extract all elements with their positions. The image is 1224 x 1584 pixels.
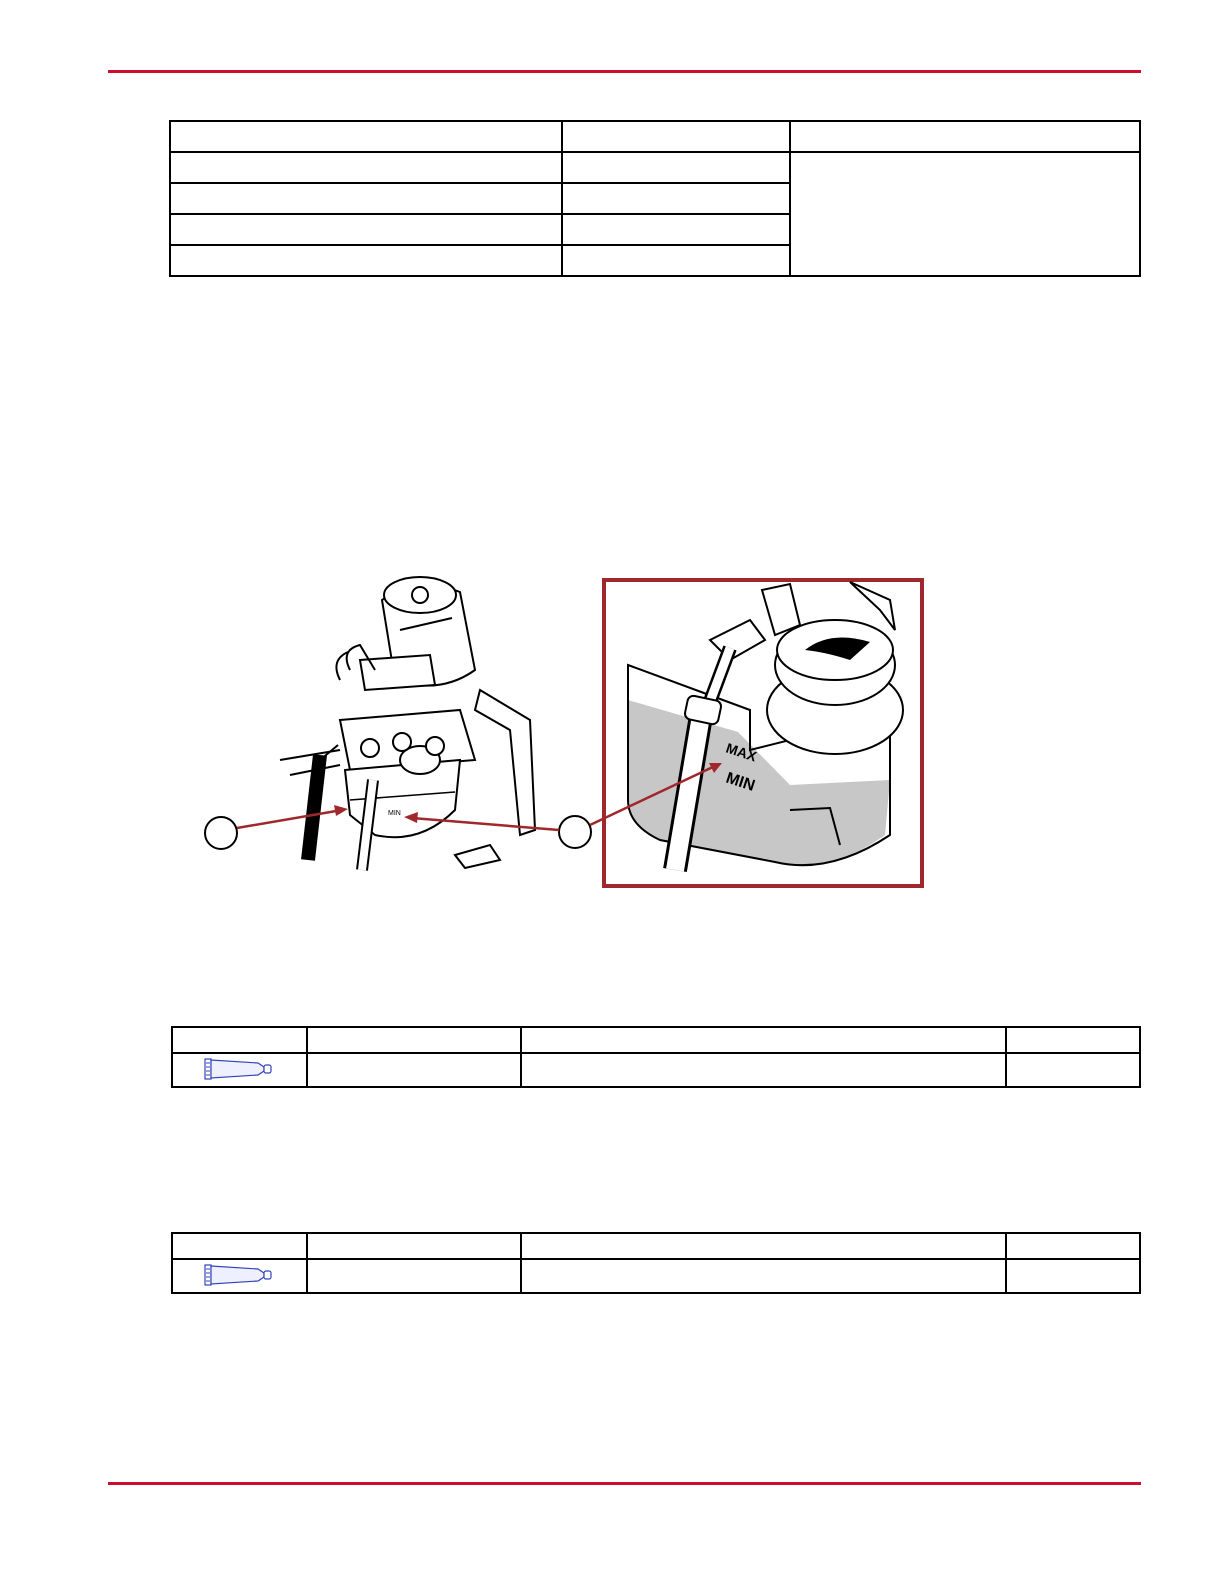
header-cell — [307, 1233, 521, 1259]
icon-cell — [172, 1259, 307, 1293]
table-cell — [170, 245, 562, 276]
table-cell — [562, 152, 790, 183]
pump-reservoir-illustration — [190, 570, 930, 900]
table-cell — [521, 1259, 1006, 1293]
header-cell — [521, 1027, 1006, 1053]
footer-rule — [108, 1482, 1141, 1485]
header-cell — [307, 1027, 521, 1053]
table-cell — [170, 121, 562, 152]
table-cell — [170, 214, 562, 245]
table-cell — [562, 121, 790, 152]
table-cell — [307, 1053, 521, 1087]
callout-1 — [205, 805, 348, 849]
table-row — [172, 1053, 1140, 1087]
header-cell — [1006, 1233, 1140, 1259]
min-label: MIN — [723, 769, 757, 795]
header-cell — [1006, 1027, 1140, 1053]
svg-text:MIN: MIN — [388, 810, 401, 817]
header-cell — [521, 1233, 1006, 1259]
icon-cell — [172, 1053, 307, 1087]
spec-table — [169, 120, 1141, 277]
lubricant-tube-icon — [202, 1261, 278, 1289]
table-cell — [170, 183, 562, 214]
table-cell — [307, 1259, 521, 1293]
table-cell — [170, 152, 562, 183]
header-rule — [108, 70, 1141, 73]
table-cell — [1006, 1053, 1140, 1087]
header-cell — [172, 1233, 307, 1259]
lubricant-table-1 — [171, 1026, 1141, 1088]
table-cell — [562, 245, 790, 276]
table-cell — [790, 121, 1140, 152]
table-cell — [562, 214, 790, 245]
table-cell — [521, 1053, 1006, 1087]
max-label: MAX — [724, 739, 759, 765]
table-cell — [562, 183, 790, 214]
table-row — [172, 1259, 1140, 1293]
lubricant-tube-icon — [202, 1055, 278, 1083]
header-cell — [172, 1027, 307, 1053]
reservoir-detail-inset — [604, 580, 922, 886]
table-row — [170, 121, 1140, 152]
table-header-row — [172, 1233, 1140, 1259]
table-row — [170, 152, 1140, 183]
table-header-row — [172, 1027, 1140, 1053]
lubricant-table-2 — [171, 1232, 1141, 1294]
table-cell — [1006, 1259, 1140, 1293]
table-cell-merged — [790, 152, 1140, 276]
